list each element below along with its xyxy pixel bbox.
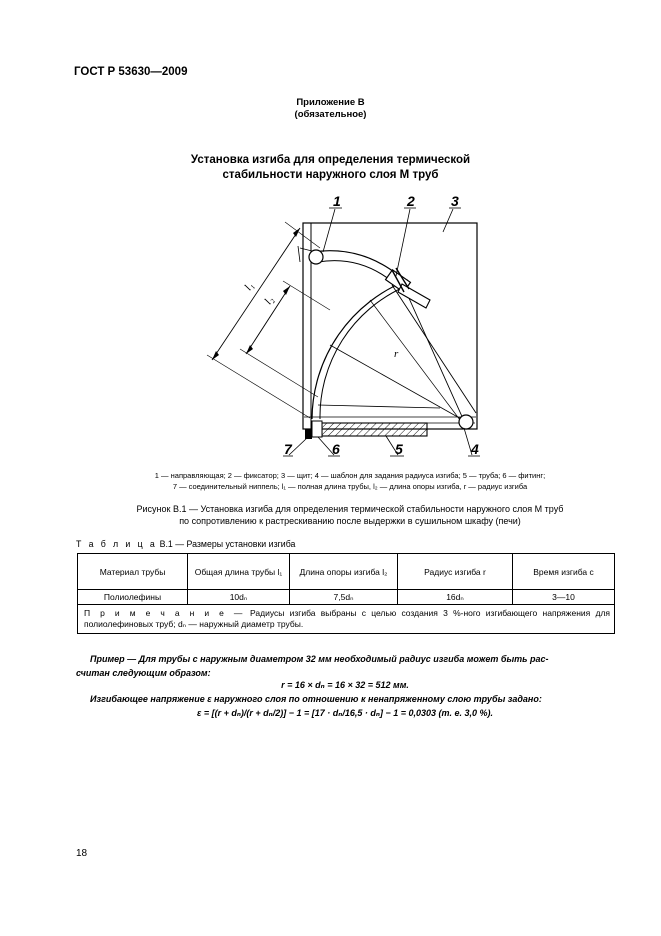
template-pivot	[459, 415, 473, 429]
dim-label-l2: l₂	[262, 294, 277, 307]
cell-bend-time: 3—10	[513, 590, 615, 605]
annex-status: (обязательное)	[294, 109, 367, 120]
header-bend-time: Время изгиба с	[513, 554, 615, 590]
example-line2: считан следующим образом:	[76, 668, 211, 678]
figure-title-line2: стабильности наружного слоя М труб	[222, 169, 439, 181]
cell-bend-radius: 16dₙ	[398, 590, 513, 605]
caption-line2: по сопротивлению к растрескиванию после выдержки в сушильном шкафу (печи)	[179, 516, 521, 526]
figure-legend	[80, 470, 620, 492]
dim-label-r: r	[394, 348, 399, 360]
example-formula2: ε = [(r + dₙ)/(r + dₙ/2)] − 1 = [17 · dₙ/16,5 · dₙ] − 1 = 0,0303 (т. е. 3,0 %).	[197, 708, 493, 718]
pipe-hatched	[322, 423, 427, 436]
cell-total-length: 10dₙ	[188, 590, 290, 605]
connecting-nipple	[305, 429, 312, 439]
header-total-length: Общая длина трубы l₁	[188, 554, 290, 590]
table-note	[78, 605, 615, 634]
callout-1: 1	[333, 193, 341, 209]
example-line3: Изгибающее напряжение ε наружного слоя по отношению к ненапряженному слою трубы задано:	[90, 694, 542, 704]
cell-support-length: 7,5dₙ	[290, 590, 398, 605]
radius-line	[370, 300, 460, 420]
legend-line2: 7 — соединительный ниппель; l₁ — полная длина трубы, l₂ — длина опоры изгиба, r — радиус изгиба	[172, 482, 528, 491]
guide-pin	[309, 250, 323, 264]
callout-6: 6	[332, 441, 340, 457]
callout-7: 7	[284, 441, 292, 457]
template-arc-inner	[320, 287, 404, 419]
callout-3: 3	[451, 193, 459, 209]
annex-title: Приложение В	[296, 97, 365, 108]
caption-line1: Рисунок В.1 — Установка изгиба для определения термической стабильности наружного слоя М труб	[136, 504, 564, 514]
clamp	[386, 268, 430, 308]
figure-caption	[80, 503, 620, 527]
table-caption-text: В.1 — Размеры установки изгиба	[159, 539, 296, 549]
legend-line1: 1 — направляющая; 2 — фиксатор; 3 — щит; 4 — шаблон для задания радиуса изгиба; 5 — труба; 6 — фитинг;	[154, 471, 546, 480]
document-header: ГОСТ Р 53630—2009	[74, 66, 188, 78]
callout-5: 5	[395, 441, 403, 457]
note-text: Радиусы изгиба выбраны с целью создания 3 %-ного изгибающего напряжения для полиолефиновых труб; dₙ — наружный диаметр трубы.	[84, 608, 611, 629]
table-caption-prefix: Т а б л и ц а	[76, 539, 158, 549]
note-prefix: П р и м е ч а н и е —	[84, 608, 245, 618]
table-header-row	[78, 554, 615, 590]
header-bend-radius: Радиус изгиба r	[398, 554, 513, 590]
header-material: Материал трубы	[78, 554, 188, 590]
fitting	[312, 421, 322, 437]
figure-title-line1: Установка изгиба для определения термической	[190, 154, 471, 166]
dim-label-l1: l₁	[242, 280, 257, 293]
dimensions-table	[77, 553, 615, 634]
example-formula1: r = 16 × dₙ = 16 × 32 = 512 мм.	[281, 680, 409, 690]
callout-4: 4	[471, 441, 479, 457]
table-caption	[76, 539, 295, 549]
callout-2: 2	[407, 193, 415, 209]
table-row	[78, 590, 615, 605]
cell-material: Полиолефины	[78, 590, 188, 605]
example-line1: Пример — Для трубы с наружным диаметром 32 мм необходимый радиус изгиба может быть рас-	[90, 654, 549, 664]
page-number: 18	[76, 848, 88, 859]
table-note-row	[78, 605, 615, 634]
header-support-length: Длина опоры изгиба l₂	[290, 554, 398, 590]
board-panel	[303, 223, 477, 429]
